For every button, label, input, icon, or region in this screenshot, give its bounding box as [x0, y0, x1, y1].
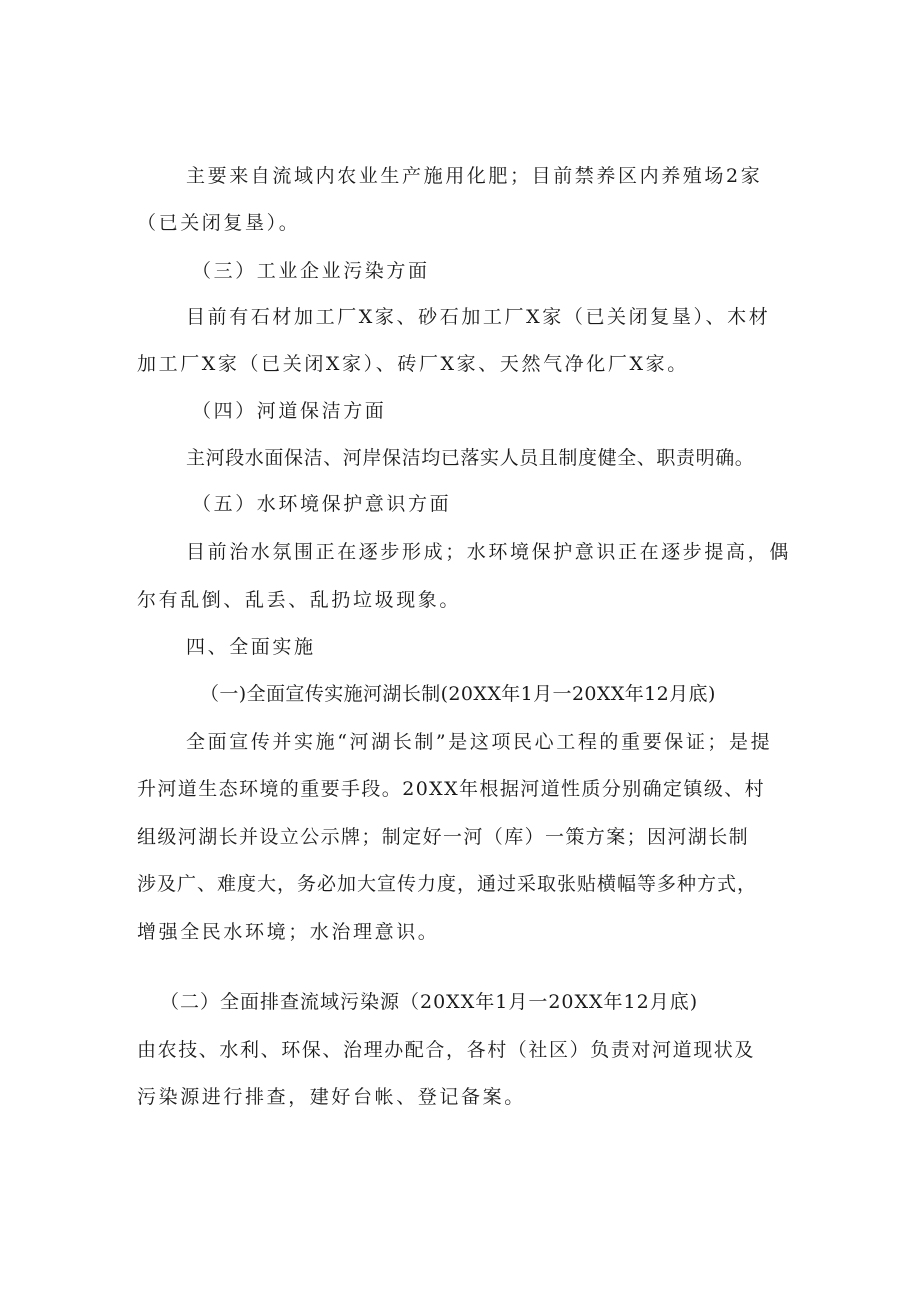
section-heading: （四）河道保洁方面	[192, 400, 387, 422]
paragraph-line: 主河段水面保洁、河岸保洁均已落实人员且制度健全、职责明确。	[186, 447, 755, 469]
paragraph-line: 增强全民水环境；水治理意识。	[137, 921, 440, 943]
subsection-heading: （一)全面宣传实施河湖长制(20XX年1月一20XX年12月底)	[200, 683, 716, 705]
paragraph-line: 升河道生态环境的重要手段。20XX年根据河道性质分别确定镇级、村	[137, 778, 766, 800]
paragraph-line: 目前治水氛围正在逐步形成；水环境保护意识正在逐步提高，偶	[186, 541, 791, 563]
section-heading: （五）水环境保护意识方面	[192, 493, 452, 515]
paragraph-line: 目前有石材加工厂X家、砂石加工厂X家（已关闭复垦）、木材	[186, 306, 771, 328]
section-heading: （三）工业企业污染方面	[192, 260, 430, 282]
paragraph-line: 组级河湖长并设立公示牌；制定好一河（库）一策方案；因河湖长制	[137, 826, 750, 848]
paragraph-line: 全面宣传并实施“河湖长制”是这项民心工程的重要保证；是提	[186, 731, 773, 753]
subsection-heading: （二）全面排查流域污染源（20XX年1月一20XX年12月底)	[160, 991, 699, 1013]
paragraph-line: 由农技、水利、环保、治理办配合，各村（社区）负责对河道现状及	[137, 1039, 756, 1061]
paragraph-line: 涉及广、难度大，务必加大宣传力度，通过采取张贴横幅等多种方式，	[137, 873, 758, 895]
paragraph-line: 尔有乱倒、乱丢、乱扔垃圾现象。	[137, 589, 462, 611]
paragraph-line: （已关闭复垦）。	[137, 212, 301, 234]
paragraph-line: 污染源进行排查，建好台帐、登记备案。	[137, 1086, 526, 1108]
section-heading: 四、全面实施	[186, 636, 316, 658]
paragraph-line: 主要来自流域内农业生产施用化肥；目前禁养区内养殖场2家	[186, 165, 763, 187]
paragraph-line: 加工厂X家（已关闭X家）、砖厂X家、天然气净化厂X家。	[137, 353, 689, 375]
